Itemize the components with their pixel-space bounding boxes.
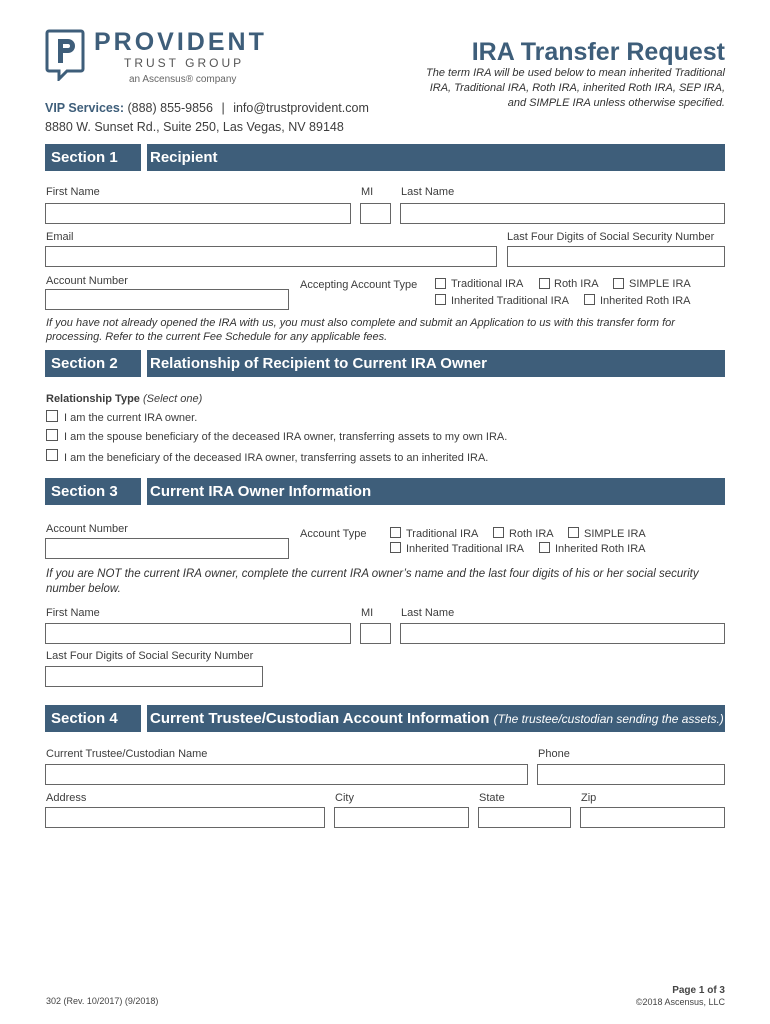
- owner-inherited-roth-ira-checkbox[interactable]: [539, 542, 550, 553]
- beneficiary-label: I am the beneficiary of the deceased IRA owner, transferring assets to an inherited IRA.: [64, 452, 489, 464]
- recipient-mi-input[interactable]: [360, 203, 391, 224]
- owner-simple-ira-label: SIMPLE IRA: [584, 528, 646, 540]
- inherited-roth-ira-label: Inherited Roth IRA: [600, 295, 691, 307]
- trustee-address-input[interactable]: [45, 807, 325, 828]
- address-label: Address: [46, 792, 87, 804]
- roth-ira-label: Roth IRA: [554, 278, 599, 290]
- section-4-header: [45, 705, 725, 732]
- page-number: Page 1 of 3: [672, 985, 725, 996]
- brand-subtitle: TRUST GROUP: [124, 56, 245, 70]
- owner-inherited-roth-ira-label: Inherited Roth IRA: [555, 543, 646, 555]
- section-divider: [141, 478, 147, 505]
- owner-first-name-label: First Name: [46, 607, 100, 619]
- simple-ira-checkbox[interactable]: [613, 278, 624, 289]
- ssn-label: Last Four Digits of Social Security Number: [507, 231, 715, 243]
- owner-ssn-input[interactable]: [45, 666, 263, 687]
- form-code: 302 (Rev. 10/2017) (9/2018): [46, 996, 159, 1006]
- current-owner-label: I am the current IRA owner.: [64, 412, 198, 424]
- inherited-roth-ira-checkbox[interactable]: [584, 294, 595, 305]
- section-number: Section 4: [51, 710, 118, 727]
- owner-roth-ira-checkbox[interactable]: [493, 527, 504, 538]
- brand-tagline: an Ascensus® company: [129, 74, 237, 85]
- spouse-beneficiary-label: I am the spouse beneficiary of the deceased IRA owner, transferring assets to my own IRA.: [64, 431, 508, 443]
- simple-ira-label: SIMPLE IRA: [629, 278, 691, 290]
- owner-account-number-label: Account Number: [46, 523, 128, 535]
- owner-mi-label: MI: [361, 607, 374, 619]
- last-name-label: Last Name: [401, 186, 455, 198]
- city-label: City: [335, 792, 354, 804]
- section-4-title-note: (The trustee/custodian sending the assets.): [493, 712, 724, 726]
- trustee-name-label: Current Trustee/Custodian Name: [46, 748, 208, 760]
- current-owner-checkbox[interactable]: [46, 410, 58, 422]
- owner-account-number-input[interactable]: [45, 538, 289, 559]
- vip-email: info@trustprovident.com: [233, 101, 369, 115]
- relationship-type-label: [46, 393, 202, 405]
- owner-roth-ira-label: Roth IRA: [509, 528, 554, 540]
- section-title: [150, 710, 724, 727]
- recipient-ssn-input[interactable]: [507, 246, 725, 267]
- company-address: 8880 W. Sunset Rd., Suite 250, Las Vegas, NV 89148: [45, 120, 344, 134]
- vip-phone: (888) 855-9856: [127, 101, 213, 115]
- section-number: Section 1: [51, 149, 118, 166]
- recipient-last-name-input[interactable]: [400, 203, 725, 224]
- mi-label: MI: [361, 186, 374, 198]
- section-number: Section 3: [51, 483, 118, 500]
- form-title: IRA Transfer Request: [471, 38, 725, 66]
- trustee-state-input[interactable]: [478, 807, 571, 828]
- zip-label: Zip: [581, 792, 597, 804]
- beneficiary-checkbox[interactable]: [46, 449, 58, 461]
- owner-mi-input[interactable]: [360, 623, 391, 644]
- inherited-traditional-ira-label: Inherited Traditional IRA: [451, 295, 570, 307]
- inherited-traditional-ira-checkbox[interactable]: [435, 294, 446, 305]
- section-number: Section 2: [51, 355, 118, 372]
- roth-ira-checkbox[interactable]: [539, 278, 550, 289]
- section-title: Recipient: [150, 149, 218, 166]
- section-4-title-text: Current Trustee/Custodian Account Information: [150, 710, 490, 727]
- phone-label: Phone: [538, 748, 570, 760]
- traditional-ira-checkbox[interactable]: [435, 278, 446, 289]
- recipient-account-number-input[interactable]: [45, 289, 289, 310]
- owner-first-name-input[interactable]: [45, 623, 351, 644]
- trustee-name-input[interactable]: [45, 764, 528, 785]
- section-2-header: [45, 350, 725, 377]
- owner-last-name-label: Last Name: [401, 607, 455, 619]
- owner-inherited-traditional-ira-checkbox[interactable]: [390, 542, 401, 553]
- form-subtitle: The term IRA will be used below to mean inherited Traditional IRA, Traditional IRA, Roth IRA, inherited Roth IRA, SEP IRA, and SIMPLE IRA unless otherwise specified.: [426, 67, 725, 109]
- first-name-label: First Name: [46, 186, 100, 198]
- section-divider: [141, 705, 147, 732]
- section-3-note: If you are NOT the current IRA owner, complete the current IRA owner’s name and the last four digits of his or her social security number below.: [46, 568, 699, 595]
- relationship-type-text: Relationship Type: [46, 393, 140, 405]
- brand-name: PROVIDENT: [94, 28, 267, 56]
- state-label: State: [479, 792, 505, 804]
- recipient-email-input[interactable]: [45, 246, 497, 267]
- section-1-note: If you have not already opened the IRA with us, you must also complete and submit an Application to us with this transfer form for processing. Refer to the current Fee Schedule for any applicable fees.: [46, 317, 675, 343]
- trustee-zip-input[interactable]: [580, 807, 725, 828]
- section-divider: [141, 350, 147, 377]
- vip-services: [45, 101, 369, 115]
- owner-traditional-ira-checkbox[interactable]: [390, 527, 401, 538]
- owner-traditional-ira-label: Traditional IRA: [406, 528, 479, 540]
- vip-label: VIP Services:: [45, 101, 124, 115]
- spouse-beneficiary-checkbox[interactable]: [46, 429, 58, 441]
- accepting-account-type-label: Accepting Account Type: [300, 279, 418, 291]
- owner-ssn-label: Last Four Digits of Social Security Number: [46, 650, 254, 662]
- provident-logo-icon: [45, 29, 85, 81]
- section-1-header: [45, 144, 725, 171]
- vip-separator: |: [221, 101, 225, 115]
- trustee-city-input[interactable]: [334, 807, 469, 828]
- email-label: Email: [46, 231, 74, 243]
- owner-last-name-input[interactable]: [400, 623, 725, 644]
- traditional-ira-label: Traditional IRA: [451, 278, 524, 290]
- owner-inherited-traditional-ira-label: Inherited Traditional IRA: [406, 543, 525, 555]
- section-divider: [141, 144, 147, 171]
- relationship-type-hint: (Select one): [142, 393, 203, 405]
- account-type-label: Account Type: [300, 528, 367, 540]
- section-title: Current IRA Owner Information: [150, 483, 372, 500]
- section-title: Relationship of Recipient to Current IRA Owner: [150, 355, 487, 372]
- account-number-label: Account Number: [46, 275, 128, 287]
- copyright: ©2018 Ascensus, LLC: [635, 997, 725, 1007]
- section-3-header: [45, 478, 725, 505]
- trustee-phone-input[interactable]: [537, 764, 725, 785]
- owner-simple-ira-checkbox[interactable]: [568, 527, 579, 538]
- recipient-first-name-input[interactable]: [45, 203, 351, 224]
